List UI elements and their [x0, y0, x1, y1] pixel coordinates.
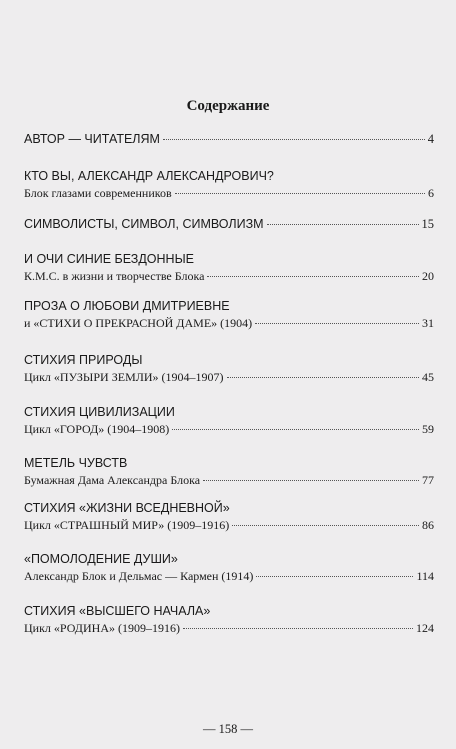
toc-page-number: 15 — [421, 217, 434, 231]
toc-subtitle: Цикл «СТРАШНЫЙ МИР» (1909–1916) — [24, 518, 230, 532]
toc-subtitle: Цикл «ГОРОД» (1904–1908) — [24, 422, 170, 436]
toc-heading: ПРОЗА О ЛЮБОВИ ДМИТРИЕВНЕ — [24, 299, 230, 313]
toc-line — [24, 500, 434, 517]
toc-page-number: 31 — [422, 316, 434, 330]
dot-leader — [255, 322, 419, 324]
dot-leader — [163, 138, 425, 140]
toc-line — [24, 517, 434, 534]
toc-line — [24, 251, 434, 268]
toc-line — [24, 472, 434, 489]
dot-leader — [256, 575, 413, 577]
toc-entry — [24, 251, 434, 285]
toc-line — [24, 455, 434, 472]
toc-page-number: 59 — [422, 422, 434, 436]
toc-line — [24, 185, 434, 202]
dot-leader — [175, 192, 425, 194]
toc-entry — [24, 404, 434, 438]
toc-line — [24, 603, 434, 620]
dot-leader — [203, 479, 419, 481]
toc-line — [24, 421, 434, 438]
page-title: Содержание — [186, 98, 270, 114]
toc-line — [24, 568, 434, 585]
dot-leader — [232, 524, 419, 526]
toc-entry — [24, 352, 434, 386]
page-number-footer: — 158 — — [203, 722, 253, 736]
toc-heading: КТО ВЫ, АЛЕКСАНДР АЛЕКСАНДРОВИЧ? — [24, 169, 274, 183]
toc-page-number: 114 — [416, 569, 434, 583]
toc-heading: АВТОР — ЧИТАТЕЛЯМ — [24, 132, 160, 146]
toc-line — [24, 216, 434, 233]
toc-subtitle: Бумажная Дама Александра Блока — [24, 473, 201, 487]
toc-entry — [24, 168, 434, 202]
toc-entry — [24, 216, 434, 233]
toc-entry — [24, 603, 434, 637]
toc-subtitle: Цикл «ПУЗЫРИ ЗЕМЛИ» (1904–1907) — [24, 370, 224, 384]
toc-line — [24, 620, 434, 637]
toc-subtitle: Блок глазами современников — [24, 186, 172, 200]
toc-entry — [24, 131, 434, 148]
toc-line — [24, 298, 434, 315]
toc-entry — [24, 455, 434, 489]
toc-subtitle: К.М.С. в жизни и творчестве Блока — [24, 269, 205, 283]
toc-heading: СТИХИЯ «ЖИЗНИ ВСЕДНЕВНОЙ» — [24, 501, 230, 515]
dot-leader — [267, 223, 419, 225]
toc-line — [24, 404, 434, 421]
toc-line — [24, 369, 434, 386]
toc-heading: СТИХИЯ ЦИВИЛИЗАЦИИ — [24, 405, 175, 419]
toc-page-number: 4 — [427, 132, 434, 146]
toc-entry — [24, 500, 434, 534]
toc-line — [24, 551, 434, 568]
toc-line — [24, 268, 434, 285]
dot-leader — [172, 428, 419, 430]
toc-entry — [24, 298, 434, 332]
toc-heading: «ПОМОЛОДЕНИЕ ДУШИ» — [24, 552, 178, 566]
dot-leader — [207, 275, 419, 277]
toc-line — [24, 168, 434, 185]
toc-line — [24, 315, 434, 332]
toc-page-number: 124 — [416, 621, 434, 635]
toc-subtitle: Александр Блок и Дельмас — Кармен (1914) — [24, 569, 254, 583]
toc-line — [24, 131, 434, 148]
toc-subtitle: Цикл «РОДИНА» (1909–1916) — [24, 621, 180, 635]
toc-entry — [24, 551, 434, 585]
toc-page-number: 45 — [422, 370, 434, 384]
toc-heading: МЕТЕЛЬ ЧУВСТВ — [24, 456, 128, 470]
toc-heading: И ОЧИ СИНИЕ БЕЗДОННЫЕ — [24, 252, 194, 266]
toc-page-number: 86 — [422, 518, 434, 532]
toc-heading: СТИХИЯ «ВЫСШЕГО НАЧАЛА» — [24, 604, 211, 618]
toc-line — [24, 352, 434, 369]
dot-leader — [183, 627, 413, 629]
toc-page-number: 77 — [422, 473, 434, 487]
toc-heading: СИМВОЛИСТЫ, СИМВОЛ, СИМВОЛИЗМ — [24, 217, 264, 231]
toc-heading: СТИХИЯ ПРИРОДЫ — [24, 353, 143, 367]
toc-page-number: 6 — [428, 186, 434, 200]
toc-page-number: 20 — [422, 269, 434, 283]
toc-subtitle: и «СТИХИ О ПРЕКРАСНОЙ ДАМЕ» (1904) — [24, 316, 253, 330]
dot-leader — [227, 376, 419, 378]
